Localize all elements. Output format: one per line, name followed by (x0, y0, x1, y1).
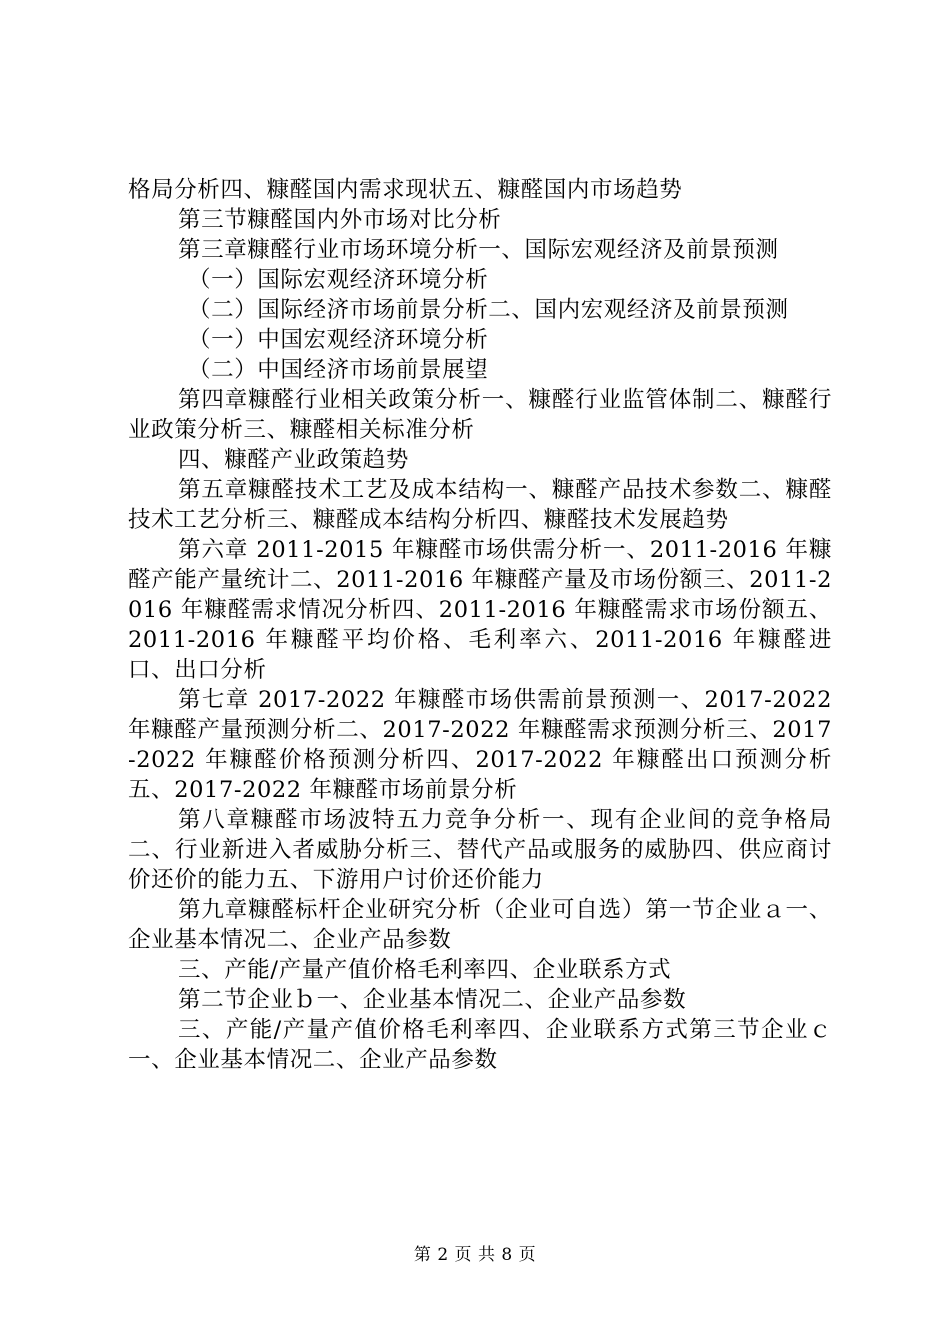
paragraph-chapter-8: 第八章糠醛市场波特五力竞争分析一、现有企业间的竞争格局二、行业新进入者威胁分析三、替代产品或服务的威胁四、供应商讨价还价的能力五、下游用户讨价还价能力 (128, 807, 832, 893)
paragraph-chapter-5: 第五章糠醛技术工艺及成本结构一、糠醛产品技术参数二、糠醛技术工艺分析三、糠醛成本结构分析四、糠醛技术发展趋势 (128, 477, 832, 533)
paragraph-chapter-3: 第三章糠醛行业市场环境分析一、国际宏观经济及前景预测 (178, 237, 779, 263)
paragraph-company-b-details: 三、产能/产量产值价格毛利率四、企业联系方式第三节企业ｃ一、企业基本情况二、企业产品参数 (128, 1017, 832, 1073)
paragraph-chapter-4: 第四章糠醛行业相关政策分析一、糠醛行业监管体制二、糠醛行业政策分析三、糠醛相关标准分析 (128, 387, 832, 443)
page-footer: 第 2 页 共 8 页 (413, 1245, 537, 1265)
document-body (128, 175, 832, 1075)
paragraph-item-international-2: （二）国际经济市场前景分析二、国内宏观经济及前景预测 (188, 297, 789, 323)
paragraph-chapter-9: 第九章糠醛标杆企业研究分析（企业可自选）第一节企业ａ一、企业基本情况二、企业产品参数 (128, 897, 832, 953)
paragraph-item-china-1: （一）中国宏观经济环境分析 (188, 327, 489, 353)
paragraph-continuation: 格局分析四、糠醛国内需求现状五、糠醛国内市场趋势 (128, 177, 683, 203)
paragraph-policy-trend: 四、糠醛产业政策趋势 (178, 447, 410, 473)
paragraph-section-3: 第三节糠醛国内外市场对比分析 (178, 207, 502, 233)
paragraph-chapter-6: 第六章 2011-2015 年糠醛市场供需分析一、2011-2016 年糠醛产能产量统计二、2011-2016 年糠醛产量及市场份额三、2011-2016 年糠醛需求情况分析四、2011-2016 年糠醛需求市场份额五、2011-2016 年糠醛平均价格、毛利率六、2011-2016 年糠醛进口、出口分析 (128, 537, 832, 683)
paragraph-company-a-details: 三、产能/产量产值价格毛利率四、企业联系方式 (178, 957, 672, 983)
paragraph-section-company-b: 第二节企业ｂ一、企业基本情况二、企业产品参数 (178, 987, 687, 1013)
paragraph-item-international-1: （一）国际宏观经济环境分析 (188, 267, 489, 293)
paragraph-item-china-2: （二）中国经济市场前景展望 (188, 357, 489, 383)
paragraph-chapter-7: 第七章 2017-2022 年糠醛市场供需前景预测一、2017-2022 年糠醛产量预测分析二、2017-2022 年糠醛需求预测分析三、2017-2022 年糠醛价格预测分析四、2017-2022 年糠醛出口预测分析五、2017-2022 年糠醛市场前景分析 (128, 687, 832, 803)
